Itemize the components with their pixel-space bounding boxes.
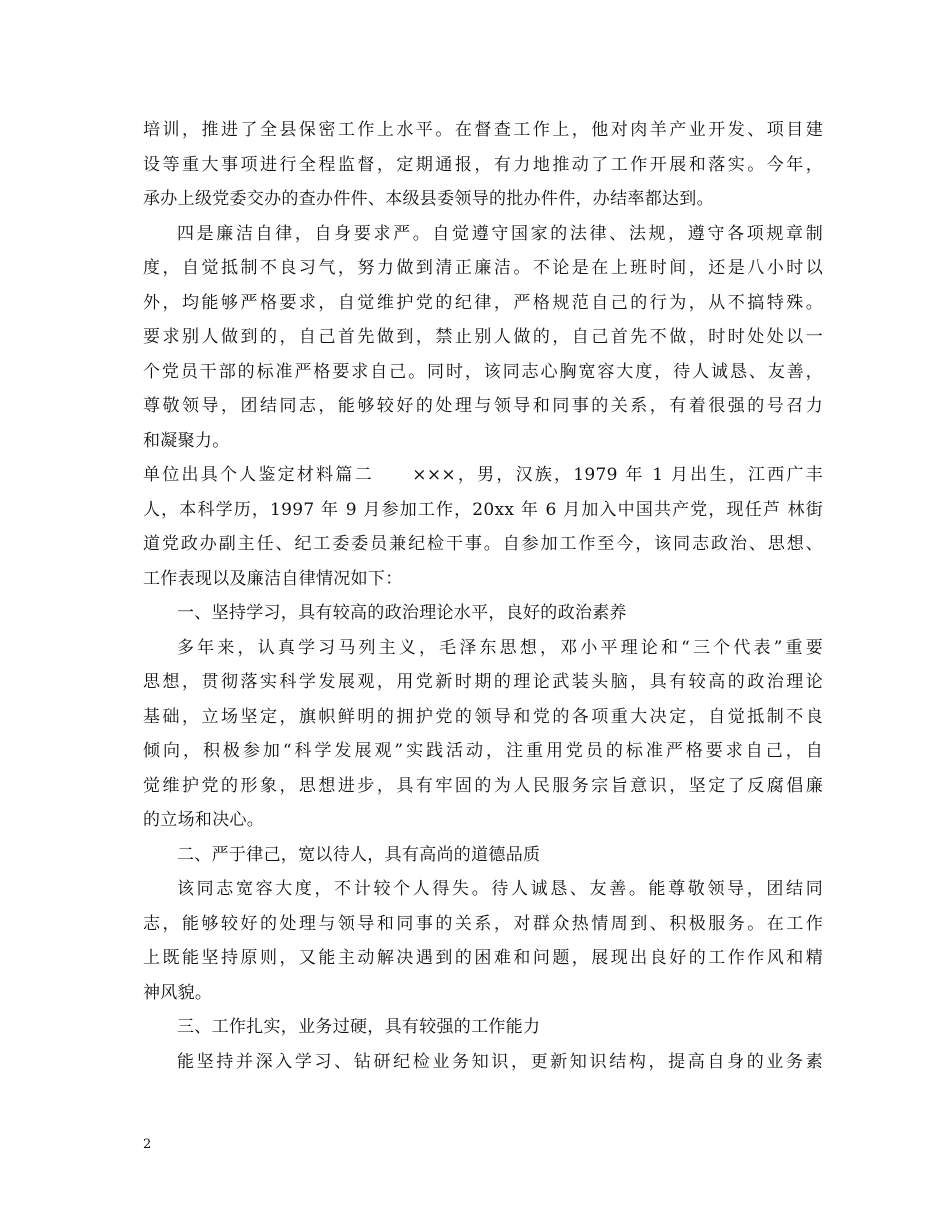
body-text-line: 的立场和决心。 bbox=[143, 810, 265, 830]
body-text-line: 觉维护党的形象，思想进步，具有牢固的为人民服务宗旨意识，坚定了反腐倡廉 bbox=[143, 775, 823, 796]
body-text-line: 该同志宽容大度，不计较个人得失。待人诚恳、友善。能尊敬领导，团结同 bbox=[177, 879, 823, 899]
body-text-line: 工作表现以及廉洁自律情况如下： bbox=[143, 568, 403, 589]
body-text-line: 设等重大事项进行全程监督，定期通报，有力地推动了工作开展和落实。今年， bbox=[143, 154, 823, 175]
body-text-line: 志，能够较好的处理与领导和同事的关系，对群众热情周到、积极服务。在工作 bbox=[143, 913, 823, 934]
page-number: 2 bbox=[143, 1137, 152, 1152]
section-heading: 一、坚持学习，具有较高的政治理论水平，良好的政治素养 bbox=[177, 603, 627, 623]
body-text-line: 多年来，认真学习马列主义，毛泽东思想，邓小平理论和“三个代表”重要 bbox=[177, 637, 823, 658]
body-text-line: 四是廉洁自律，自身要求严。自觉遵守国家的法律、法规，遵守各项规章制 bbox=[177, 223, 823, 244]
body-text-line: 神风貌。 bbox=[143, 982, 213, 1003]
body-text-line: 和凝聚力。 bbox=[143, 430, 230, 451]
body-text-line: 尊敬领导，团结同志，能够较好的处理与领导和同事的关系，有着很强的号召力 bbox=[143, 396, 823, 416]
body-text-line: 度，自觉抵制不良习气，努力做到清正廉洁。不论是在上班时间，还是八小时以 bbox=[143, 258, 823, 278]
document-body bbox=[143, 113, 823, 1079]
body-text-line: 承办上级党委交办的查办件件、本级县委领导的批办件件，办结率都达到。 bbox=[143, 189, 714, 209]
body-text-line: 培训，推进了全县保密工作上水平。在督查工作上，他对肉羊产业开发、项目建 bbox=[143, 120, 823, 140]
body-text-line: 道党政办副主任、纪工委委员兼纪检干事。自参加工作至今，该同志政治、思想、 bbox=[143, 534, 823, 554]
body-text-line: 要求别人做到的，自己首先做到，禁止别人做的，自己首先不做，时时处处以一 bbox=[143, 327, 823, 347]
section-heading: 三、工作扎实，业务过硬，具有较强的工作能力 bbox=[177, 1017, 541, 1037]
body-text-line: 人，本科学历，1997 年 9 月参加工作，20xx 年 6 月加入中国共产党，现任芦 林街 bbox=[143, 499, 823, 520]
body-text-line: 基础，立场坚定，旗帜鲜明的拥护党的领导和党的各项重大决定，自觉抵制不良 bbox=[143, 706, 823, 727]
body-text-line: 外，均能够严格要求，自觉维护党的纪律，严格规范自己的行为，从不搞特殊。 bbox=[143, 292, 823, 313]
body-text-line: 思想，贯彻落实科学发展观，用党新时期的理论武装头脑，具有较高的政治理论 bbox=[143, 672, 823, 692]
section-heading: 二、严于律己，宽以待人，具有高尚的道德品质 bbox=[177, 844, 541, 865]
body-text-line: 倾向，积极参加“科学发展观”实践活动，注重用党员的标准严格要求自己，自 bbox=[143, 741, 823, 761]
body-text-line: 个党员干部的标准严格要求自己。同时，该同志心胸宽容大度，待人诚恳、友善， bbox=[143, 361, 823, 382]
body-text-line: 能坚持并深入学习、钻研纪检业务知识，更新知识结构，提高自身的业务素 bbox=[177, 1051, 823, 1072]
body-text-line: 上既能坚持原则，又能主动解决遇到的困难和问题，展现出良好的工作作风和精 bbox=[143, 948, 823, 968]
body-text-line: 单位出具个人鉴定材料篇二 ×××，男，汉族，1979 年 1 月出生，江西广丰 bbox=[143, 465, 823, 485]
